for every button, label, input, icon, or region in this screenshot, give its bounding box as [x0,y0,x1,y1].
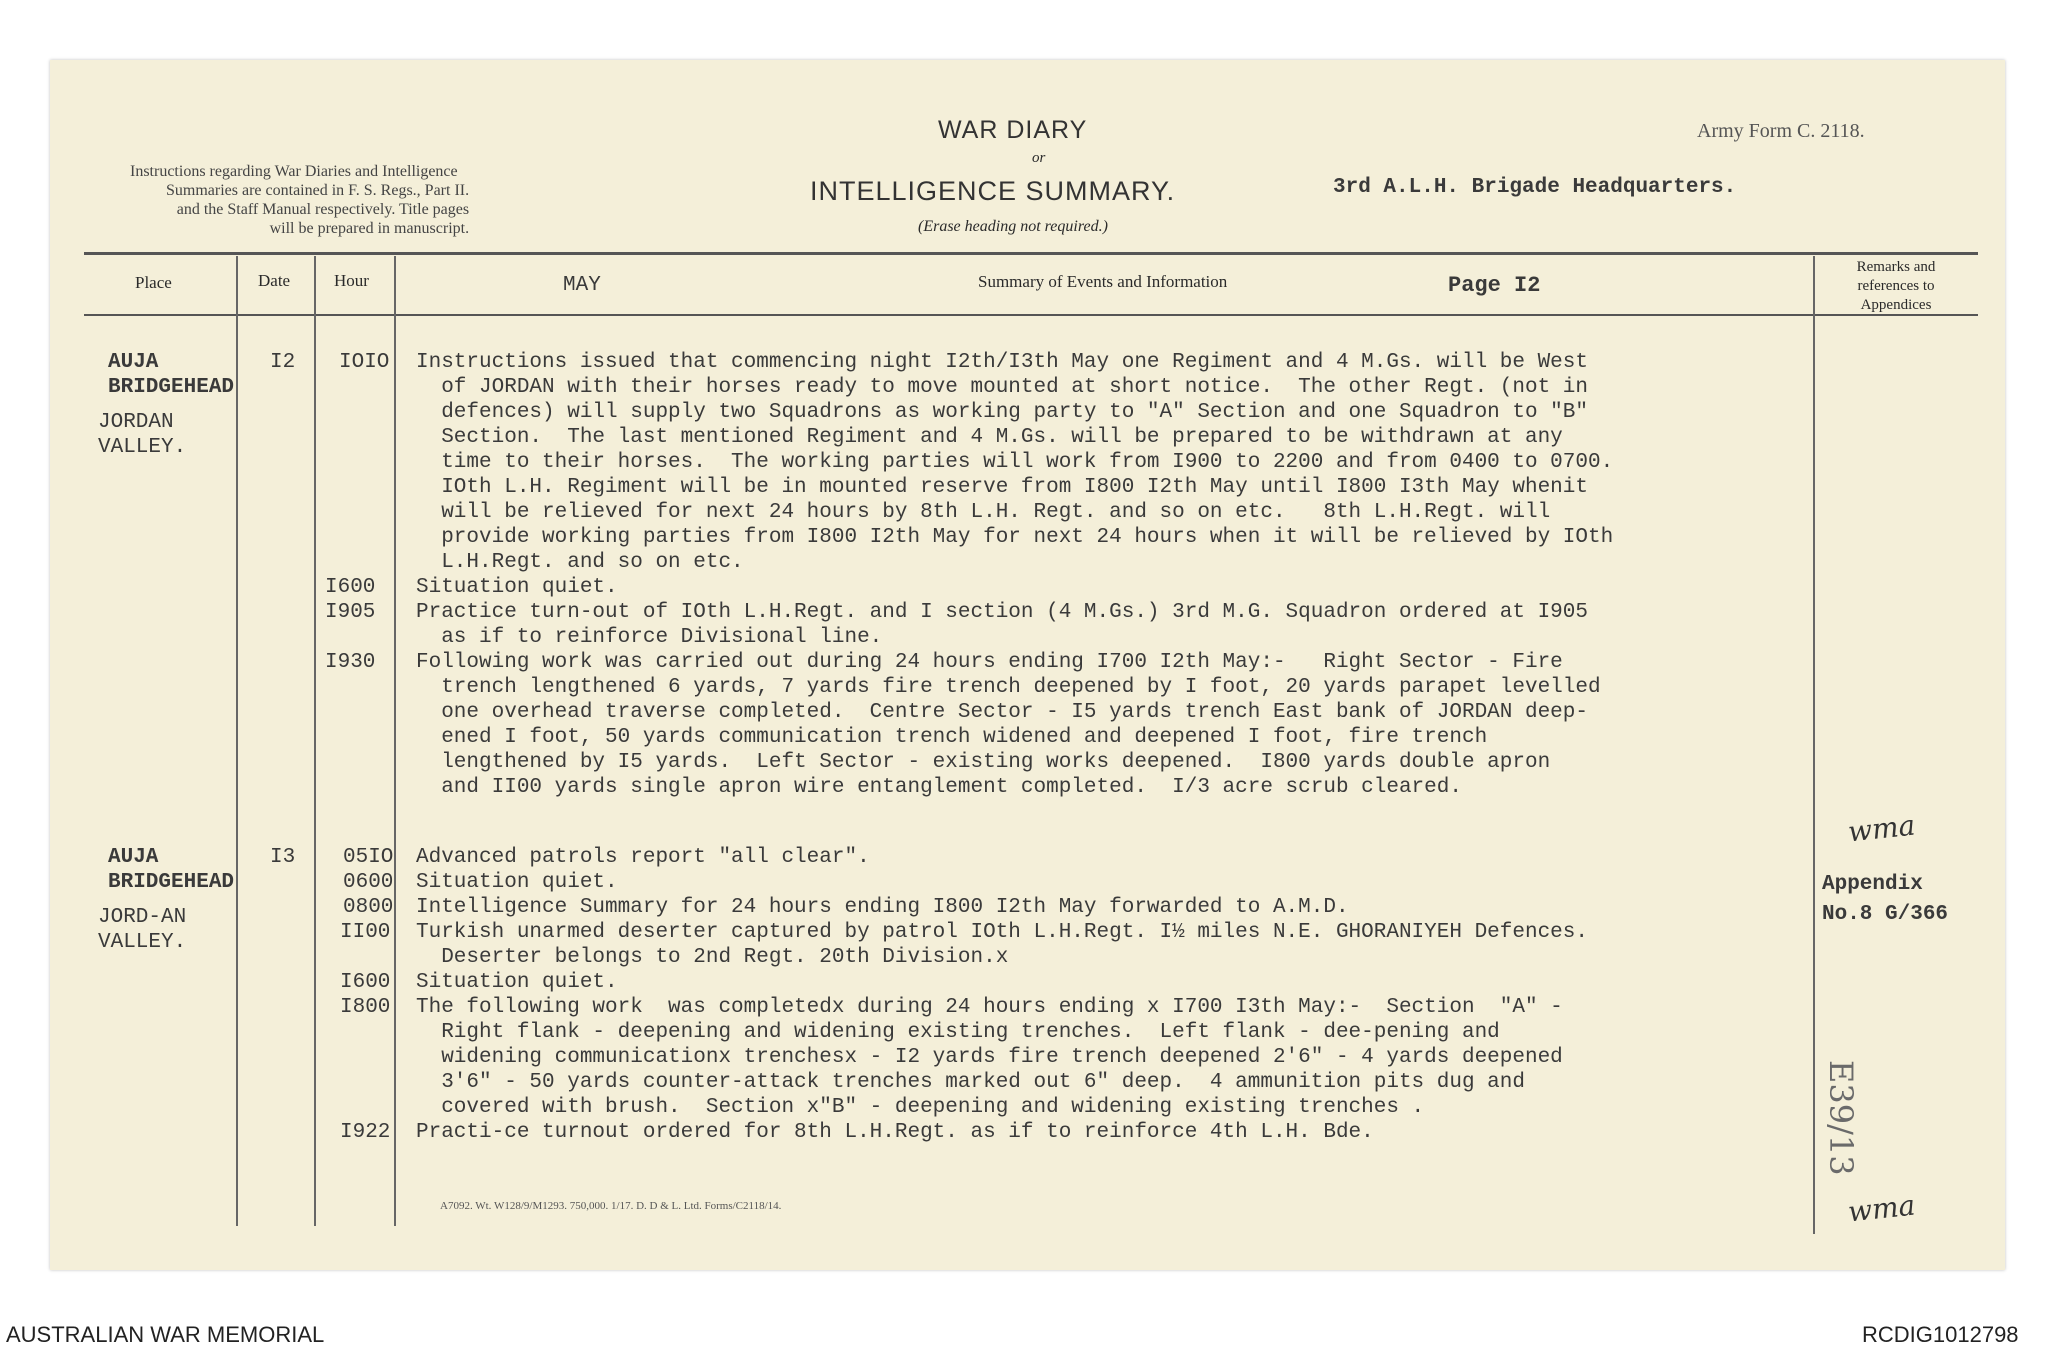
entry-line: covered with brush. Section x"B" - deepening and widening existing trenches . [416,1096,1425,1119]
page-number: Page I2 [1448,273,1541,298]
entry-line: and II00 yards single apron wire entanglement completed. I/3 acre scrub cleared. [416,776,1462,799]
place-block-day1 [108,350,234,400]
entry-line: will be relieved for next 24 hours by 8th L.H. Regt. and so on etc. 8th L.H.Regt. will [416,501,1551,524]
hour-cell: IOIO [339,351,390,374]
erase-note: (Erase heading not required.) [918,218,1108,235]
column-header-date: Date [258,271,291,290]
entry-text-block [416,350,1613,575]
appendix-reference [1822,870,1948,930]
handwritten-initials: wma [1846,808,1917,849]
entry-line: one overhead traverse completed. Centre Sector - I5 yards trench East bank of JORDAN deep- [416,701,1588,724]
instructions-line: will be prepared in manuscript. [269,220,470,237]
entry-text-block [416,920,1588,970]
column-divider [394,256,396,1226]
place-line: VALLEY. [98,436,187,459]
entry-line: Intelligence Summary for 24 hours ending I800 I2th May forwarded to A.M.D. [416,896,1349,919]
entry-line: provide working parties from I800 I2th May for next 24 hours when it will be relieved by IOth [416,526,1614,549]
place-line: JORD-AN [98,906,187,929]
entry-text-block [416,650,1601,800]
place-line: JORDAN [98,411,174,434]
column-header-remarks [1836,258,1956,315]
place-line: AUJA [108,846,159,869]
entry-text-block [416,600,1588,650]
place-line: BRIDGEHEAD [108,871,235,894]
place-line: BRIDGEHEAD [108,376,235,399]
hour-cell: 0600 [343,871,394,894]
entry-line: Section. The last mentioned Regiment and 4 M.Gs. will be prepared to be withdrawn at any [416,426,1563,449]
entry-text-block [416,995,1563,1120]
column-divider [314,256,316,1226]
entry-line: 3'6" - 50 yards counter-attack trenches marked out 6" deep. 4 ammunition pits dug and [416,1071,1525,1094]
hour-cell: I922 [340,1121,391,1144]
entry-line: The following work was completedx during 24 hours ending x I700 I3th May:- Section "A" - [416,996,1563,1019]
instructions-line: Instructions regarding War Diaries and Intelligence [130,163,458,180]
column-header-place: Place [135,273,172,292]
table-top-rule [84,252,1978,255]
entry-line: Advanced patrols report "all clear". [416,846,870,869]
instructions-line: and the Staff Manual respectively. Title pages [176,201,470,218]
entry-line: trench lengthened 6 yards, 7 yards fire trench deepened by I foot, 20 yards parapet levelled [416,676,1601,699]
column-divider [236,256,238,1226]
entry-line: as if to reinforce Divisional line. [416,626,883,649]
entry-line: Instructions issued that commencing night I2th/I3th May one Regiment and 4 M.Gs. will be West [416,351,1588,374]
hour-cell: 05IO [343,846,394,869]
hour-cell: I930 [325,651,376,674]
entry-line: Situation quiet. [416,971,618,994]
column-header-summary: Summary of Events and Information [978,272,1228,291]
title-intelligence-summary: INTELLIGENCE SUMMARY. [810,176,1176,206]
hour-cell: I600 [340,971,391,994]
entry-line: of JORDAN with their horses ready to move mounted at short notice. The other Regt. (not in [416,376,1588,399]
handwritten-margin-reference: E39/13 [1822,1060,1860,1176]
entry-line: Turkish unarmed deserter captured by patrol IOth L.H.Regt. I½ miles N.E. GHORANIYEH Defences. [416,921,1588,944]
footer-institution: AUSTRALIAN WAR MEMORIAL [6,1322,325,1347]
remarks-header-line: references to [1857,278,1935,294]
place-region-day1 [98,410,186,460]
entry-line: ened I foot, 50 yards communication trench widened and deepened I foot, fire trench [416,726,1488,749]
month-label: MAY [563,274,601,297]
army-form-label: Army Form C. 2118. [1697,120,1865,142]
place-region-day2 [98,905,186,955]
hour-cell: I905 [325,601,376,624]
entry-line: Practice turn-out of IOth L.H.Regt. and I section (4 M.Gs.) 3rd M.G. Squadron ordered at I905 [416,601,1588,624]
date-day1: I2 [270,351,296,374]
entry-line: Practi-ce turnout ordered for 8th L.H.Regt. as if to reinforce 4th L.H. Bde. [416,1121,1374,1144]
entry-line: IOth L.H. Regiment will be in mounted reserve from I800 I2th May until I800 I3th May whenit [416,476,1588,499]
instructions-line: Summaries are contained in F. S. Regs., Part II. [166,182,470,199]
column-divider [1813,256,1815,1234]
entry-line: Following work was carried out during 24 hours ending I700 I2th May:- Right Sector - Fire [416,651,1563,674]
hour-cell: I600 [325,576,376,599]
appendix-number: No.8 G/366 [1822,903,1949,926]
entry-line: L.H.Regt. and so on etc. [416,551,744,574]
place-block-day2 [108,845,234,895]
entry-line: Right flank - deepening and widening existing trenches. Left flank - dee-pening and [416,1021,1500,1044]
entry-line: Deserter belongs to 2nd Regt. 20th Division.x [416,946,1009,969]
entry-line: widening communicationx trenchesx - I2 yards fire trench deepened 2'6" - 4 yards deepened [416,1046,1563,1069]
printer-line: A7092. Wt. W128/9/M1293. 750,000. 1/17. D. D & L. Ltd. Forms/C2118/14. [440,1200,782,1212]
footer-record-id: RCDIG1012798 [1862,1322,2019,1347]
date-day2: I3 [270,846,296,869]
instructions-note [130,162,469,238]
entry-line: Situation quiet. [416,576,618,599]
entry-line: lengthened by I5 yards. Left Sector - existing works deepened. I800 yards double apron [416,751,1551,774]
hour-cell: 0800 [343,896,394,919]
appendix-label: Appendix [1822,873,1923,896]
place-line: VALLEY. [98,931,187,954]
handwritten-initials-bottom: wma [1846,1188,1917,1229]
title-or: or [1032,150,1046,166]
place-line: AUJA [108,351,159,374]
unit-name: 3rd A.L.H. Brigade Headquarters. [1333,176,1737,199]
header-bottom-rule [84,314,1978,316]
entry-line: defences) will supply two Squadrons as working party to "A" Section and one Squadron to "B" [416,401,1588,424]
remarks-header-line: Remarks and [1856,259,1936,275]
remarks-header-line: Appendices [1860,297,1932,313]
column-header-hour: Hour [334,271,369,290]
entry-line: time to their horses. The working parties will work from I900 to 2200 and from 0400 to 0700. [416,451,1614,474]
hour-cell: II00 [340,921,391,944]
hour-cell: I800 [340,996,391,1019]
title-war-diary: WAR DIARY [938,116,1088,144]
entry-line: Situation quiet. [416,871,618,894]
